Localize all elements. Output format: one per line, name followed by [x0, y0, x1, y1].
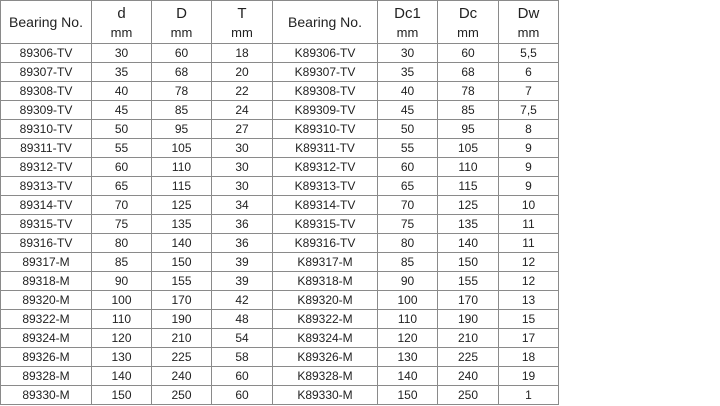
- cell-outer-d: 190: [152, 310, 212, 329]
- cell-dw: 9: [499, 177, 559, 196]
- cell-bearing-no: 89328-M: [1, 367, 92, 386]
- cell-dc1: 90: [378, 272, 438, 291]
- header-dw-unit: mm: [517, 25, 540, 40]
- cell-d: 55: [92, 139, 152, 158]
- table-row: [1, 215, 559, 234]
- cell-bearing-no: 89317-M: [1, 253, 92, 272]
- cell-dc1: 55: [378, 139, 438, 158]
- cell-t: 34: [212, 196, 273, 215]
- header-t-label: T: [237, 5, 247, 22]
- cell-dw: 12: [499, 253, 559, 272]
- cell-outer-d: 170: [152, 291, 212, 310]
- header-dc-unit: mm: [457, 25, 479, 40]
- cell-bearing-no: 89309-TV: [1, 101, 92, 120]
- cell-outer-d: 95: [152, 120, 212, 139]
- cell-t: 58: [212, 348, 273, 367]
- table-row: [1, 253, 559, 272]
- cell-dw: 18: [499, 348, 559, 367]
- table-row: [1, 63, 559, 82]
- cell-dc: 190: [438, 310, 499, 329]
- cell-dc1: 65: [378, 177, 438, 196]
- cell-t: 30: [212, 177, 273, 196]
- cell-d: 65: [92, 177, 152, 196]
- cell-bearing-no: 89312-TV: [1, 158, 92, 177]
- header-dw: [499, 1, 559, 44]
- cell-dc1: 40: [378, 82, 438, 101]
- cell-bearing-no-k: K89307-TV: [273, 63, 378, 82]
- header-t: [212, 1, 273, 44]
- cell-dc1: 110: [378, 310, 438, 329]
- table-body: [1, 44, 559, 405]
- cell-outer-d: 240: [152, 367, 212, 386]
- header-outer-d: [152, 1, 212, 44]
- cell-d: 40: [92, 82, 152, 101]
- cell-dw: 11: [499, 215, 559, 234]
- cell-t: 39: [212, 253, 273, 272]
- cell-outer-d: 155: [152, 272, 212, 291]
- cell-bearing-no-k: K89313-TV: [273, 177, 378, 196]
- table-row: [1, 44, 559, 63]
- cell-dc: 95: [438, 120, 499, 139]
- header-d-unit: mm: [110, 25, 133, 40]
- cell-bearing-no: 89313-TV: [1, 177, 92, 196]
- cell-bearing-no: 89318-M: [1, 272, 92, 291]
- table-row: [1, 329, 559, 348]
- cell-dw: 11: [499, 234, 559, 253]
- cell-outer-d: 115: [152, 177, 212, 196]
- cell-bearing-no-k: K89311-TV: [273, 139, 378, 158]
- cell-dw: 13: [499, 291, 559, 310]
- table-row: [1, 272, 559, 291]
- cell-dc1: 30: [378, 44, 438, 63]
- cell-outer-d: 140: [152, 234, 212, 253]
- cell-dc1: 140: [378, 367, 438, 386]
- cell-dc: 85: [438, 101, 499, 120]
- cell-dc1: 130: [378, 348, 438, 367]
- cell-bearing-no: 89330-M: [1, 386, 92, 405]
- table-row: [1, 367, 559, 386]
- cell-d: 120: [92, 329, 152, 348]
- cell-dc: 105: [438, 139, 499, 158]
- cell-dw: 5,5: [499, 44, 559, 63]
- cell-bearing-no-k: K89316-TV: [273, 234, 378, 253]
- cell-outer-d: 60: [152, 44, 212, 63]
- cell-bearing-no: 89320-M: [1, 291, 92, 310]
- cell-dc: 155: [438, 272, 499, 291]
- cell-dc1: 100: [378, 291, 438, 310]
- cell-dc1: 150: [378, 386, 438, 405]
- cell-bearing-no-k: K89306-TV: [273, 44, 378, 63]
- cell-outer-d: 225: [152, 348, 212, 367]
- table-row: [1, 291, 559, 310]
- header-t-unit: mm: [231, 25, 253, 40]
- header-dc1-unit: mm: [396, 25, 419, 40]
- header-d: [92, 1, 152, 44]
- header-d-label: d: [117, 5, 126, 22]
- cell-outer-d: 250: [152, 386, 212, 405]
- header-dc: [438, 1, 499, 44]
- cell-t: 30: [212, 158, 273, 177]
- table-row: [1, 348, 559, 367]
- header-outer-d-label: D: [176, 5, 187, 22]
- cell-d: 45: [92, 101, 152, 120]
- cell-bearing-no-k: K89328-M: [273, 367, 378, 386]
- header-bearing-no-k: Bearing No.: [273, 1, 378, 44]
- cell-bearing-no: 89315-TV: [1, 215, 92, 234]
- cell-dc: 170: [438, 291, 499, 310]
- header-dc1-label: Dc1: [394, 5, 421, 22]
- cell-bearing-no-k: K89317-M: [273, 253, 378, 272]
- cell-t: 39: [212, 272, 273, 291]
- table-row: [1, 101, 559, 120]
- cell-dc1: 45: [378, 101, 438, 120]
- cell-dc1: 80: [378, 234, 438, 253]
- cell-dw: 12: [499, 272, 559, 291]
- cell-dc: 115: [438, 177, 499, 196]
- cell-d: 150: [92, 386, 152, 405]
- cell-bearing-no-k: K89308-TV: [273, 82, 378, 101]
- table-header-row: [1, 1, 559, 44]
- cell-dw: 7: [499, 82, 559, 101]
- cell-outer-d: 68: [152, 63, 212, 82]
- cell-dc: 140: [438, 234, 499, 253]
- table-row: [1, 120, 559, 139]
- cell-bearing-no-k: K89330-M: [273, 386, 378, 405]
- cell-t: 24: [212, 101, 273, 120]
- cell-outer-d: 135: [152, 215, 212, 234]
- table-row: [1, 82, 559, 101]
- cell-dw: 19: [499, 367, 559, 386]
- cell-d: 50: [92, 120, 152, 139]
- cell-t: 20: [212, 63, 273, 82]
- cell-dc1: 70: [378, 196, 438, 215]
- cell-d: 30: [92, 44, 152, 63]
- cell-outer-d: 125: [152, 196, 212, 215]
- cell-dc1: 85: [378, 253, 438, 272]
- cell-bearing-no: 89311-TV: [1, 139, 92, 158]
- header-dw-label: Dw: [517, 5, 540, 22]
- cell-bearing-no-k: K89326-M: [273, 348, 378, 367]
- cell-bearing-no: 89316-TV: [1, 234, 92, 253]
- cell-d: 70: [92, 196, 152, 215]
- cell-d: 60: [92, 158, 152, 177]
- cell-t: 42: [212, 291, 273, 310]
- cell-bearing-no: 89314-TV: [1, 196, 92, 215]
- header-outer-d-unit: mm: [170, 25, 193, 40]
- cell-dw: 8: [499, 120, 559, 139]
- cell-bearing-no-k: K89320-M: [273, 291, 378, 310]
- cell-dc: 225: [438, 348, 499, 367]
- cell-dc: 150: [438, 253, 499, 272]
- cell-t: 54: [212, 329, 273, 348]
- cell-t: 48: [212, 310, 273, 329]
- cell-t: 18: [212, 44, 273, 63]
- cell-dw: 7,5: [499, 101, 559, 120]
- table-row: [1, 139, 559, 158]
- cell-dc: 250: [438, 386, 499, 405]
- cell-t: 22: [212, 82, 273, 101]
- cell-d: 110: [92, 310, 152, 329]
- cell-bearing-no-k: K89309-TV: [273, 101, 378, 120]
- cell-dc: 210: [438, 329, 499, 348]
- cell-dc: 60: [438, 44, 499, 63]
- header-dc-label: Dc: [458, 5, 478, 22]
- cell-dc: 110: [438, 158, 499, 177]
- cell-bearing-no: 89326-M: [1, 348, 92, 367]
- cell-t: 60: [212, 386, 273, 405]
- cell-dc: 135: [438, 215, 499, 234]
- cell-d: 75: [92, 215, 152, 234]
- table-row: [1, 310, 559, 329]
- cell-t: 36: [212, 234, 273, 253]
- cell-dw: 15: [499, 310, 559, 329]
- cell-bearing-no-k: K89318-M: [273, 272, 378, 291]
- cell-dw: 6: [499, 63, 559, 82]
- cell-t: 30: [212, 139, 273, 158]
- header-bearing-no: Bearing No.: [1, 1, 92, 44]
- cell-bearing-no-k: K89322-M: [273, 310, 378, 329]
- cell-t: 60: [212, 367, 273, 386]
- cell-dc: 68: [438, 63, 499, 82]
- cell-dc: 125: [438, 196, 499, 215]
- cell-bearing-no: 89310-TV: [1, 120, 92, 139]
- cell-bearing-no: 89307-TV: [1, 63, 92, 82]
- cell-bearing-no-k: K89314-TV: [273, 196, 378, 215]
- cell-outer-d: 78: [152, 82, 212, 101]
- cell-bearing-no-k: K89312-TV: [273, 158, 378, 177]
- cell-dc1: 120: [378, 329, 438, 348]
- cell-d: 90: [92, 272, 152, 291]
- table-row: [1, 386, 559, 405]
- cell-dw: 9: [499, 158, 559, 177]
- cell-d: 85: [92, 253, 152, 272]
- cell-dc: 240: [438, 367, 499, 386]
- cell-outer-d: 110: [152, 158, 212, 177]
- cell-outer-d: 105: [152, 139, 212, 158]
- cell-bearing-no: 89306-TV: [1, 44, 92, 63]
- table-row: [1, 177, 559, 196]
- cell-dc1: 60: [378, 158, 438, 177]
- cell-d: 100: [92, 291, 152, 310]
- cell-bearing-no: 89308-TV: [1, 82, 92, 101]
- table-row: [1, 234, 559, 253]
- cell-dc: 78: [438, 82, 499, 101]
- cell-bearing-no-k: K89324-M: [273, 329, 378, 348]
- cell-dw: 9: [499, 139, 559, 158]
- cell-d: 130: [92, 348, 152, 367]
- cell-t: 36: [212, 215, 273, 234]
- cell-dw: 10: [499, 196, 559, 215]
- cell-dw: 17: [499, 329, 559, 348]
- cell-dc1: 50: [378, 120, 438, 139]
- header-dc1: [378, 1, 438, 44]
- cell-outer-d: 150: [152, 253, 212, 272]
- cell-bearing-no: 89322-M: [1, 310, 92, 329]
- cell-t: 27: [212, 120, 273, 139]
- cell-outer-d: 210: [152, 329, 212, 348]
- cell-bearing-no-k: K89315-TV: [273, 215, 378, 234]
- cell-d: 80: [92, 234, 152, 253]
- table-row: [1, 196, 559, 215]
- cell-bearing-no: 89324-M: [1, 329, 92, 348]
- cell-d: 35: [92, 63, 152, 82]
- cell-dc1: 75: [378, 215, 438, 234]
- cell-bearing-no-k: K89310-TV: [273, 120, 378, 139]
- cell-dw: 1: [499, 386, 559, 405]
- table-row: [1, 158, 559, 177]
- cell-dc1: 35: [378, 63, 438, 82]
- cell-outer-d: 85: [152, 101, 212, 120]
- cell-d: 140: [92, 367, 152, 386]
